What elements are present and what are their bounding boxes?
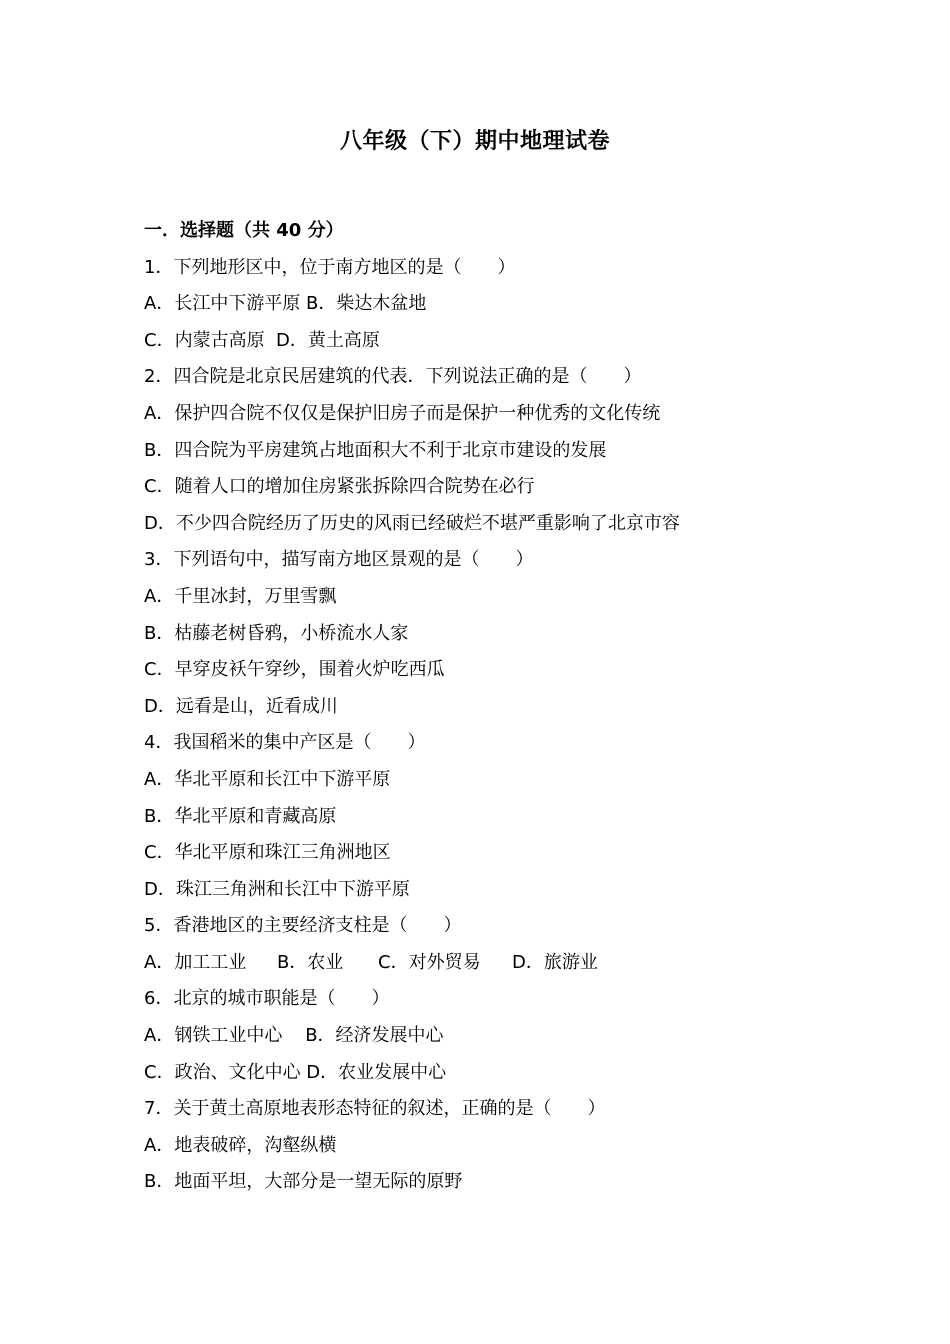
option-d: D．珠江三角洲和长江中下游平原	[144, 878, 410, 900]
option-b: B．农业	[277, 951, 344, 973]
question-stem: 5．香港地区的主要经济支柱是（ ）	[144, 915, 462, 937]
question-2	[144, 359, 844, 542]
question-stem: 4．我国稻米的集中产区是（ ）	[144, 732, 426, 754]
question-3	[144, 542, 844, 725]
option-line: A．钢铁工业中心 B．经济发展中心	[144, 1025, 444, 1047]
option-c: C．华北平原和珠江三角洲地区	[144, 842, 391, 864]
page-title: 八年级（下）期中地理试卷	[339, 129, 610, 154]
question-stem: 7．关于黄土高原地表形态特征的叙述，正确的是（ ）	[144, 1098, 606, 1120]
option-b: B．地面平坦，大部分是一望无际的原野	[144, 1171, 463, 1193]
question-stem: 1．下列地形区中，位于南方地区的是（ ）	[144, 256, 516, 278]
question-stem: 2．四合院是北京民居建筑的代表．下列说法正确的是（ ）	[144, 366, 642, 388]
option-a: A．地表破碎，沟壑纵横	[144, 1134, 337, 1156]
option-b: B．四合院为平房建筑占地面积大不利于北京市建设的发展	[144, 439, 607, 461]
option-line: C．内蒙古高原 D．黄土高原	[144, 329, 380, 351]
question-stem: 6．北京的城市职能是（ ）	[144, 988, 390, 1010]
option-d: D．旅游业	[512, 951, 598, 973]
option-c: C．对外贸易	[378, 951, 481, 973]
option-a: A．保护四合院不仅仅是保护旧房子而是保护一种优秀的文化传统	[144, 402, 661, 424]
question-6	[144, 981, 844, 1091]
question-7	[144, 1091, 844, 1201]
question-4	[144, 725, 844, 908]
option-c: C．早穿皮袄午穿纱，围着火炉吃西瓜	[144, 659, 445, 681]
exam-content	[144, 213, 844, 1201]
option-row	[144, 945, 844, 982]
option-a: A．华北平原和长江中下游平原	[144, 768, 391, 790]
question-5	[144, 908, 844, 981]
section-heading: 一．选择题（共 40 分）	[144, 220, 344, 241]
question-1	[144, 250, 844, 360]
option-a: A．千里冰封，万里雪飘	[144, 585, 337, 607]
question-stem: 3．下列语句中，描写南方地区景观的是（ ）	[144, 549, 534, 571]
option-b: B．华北平原和青藏高原	[144, 805, 337, 827]
option-line: C．政治、文化中心 D．农业发展中心	[144, 1061, 447, 1083]
option-line: A．长江中下游平原 B．柴达木盆地	[144, 293, 427, 315]
option-a: A．加工工业	[144, 951, 247, 973]
option-b: B．枯藤老树昏鸦，小桥流水人家	[144, 622, 409, 644]
option-d: D．远看是山，近看成川	[144, 695, 338, 717]
option-d: D．不少四合院经历了历史的风雨已经破烂不堪严重影响了北京市容	[144, 512, 680, 534]
option-c: C．随着人口的增加住房紧张拆除四合院势在必行	[144, 476, 535, 498]
